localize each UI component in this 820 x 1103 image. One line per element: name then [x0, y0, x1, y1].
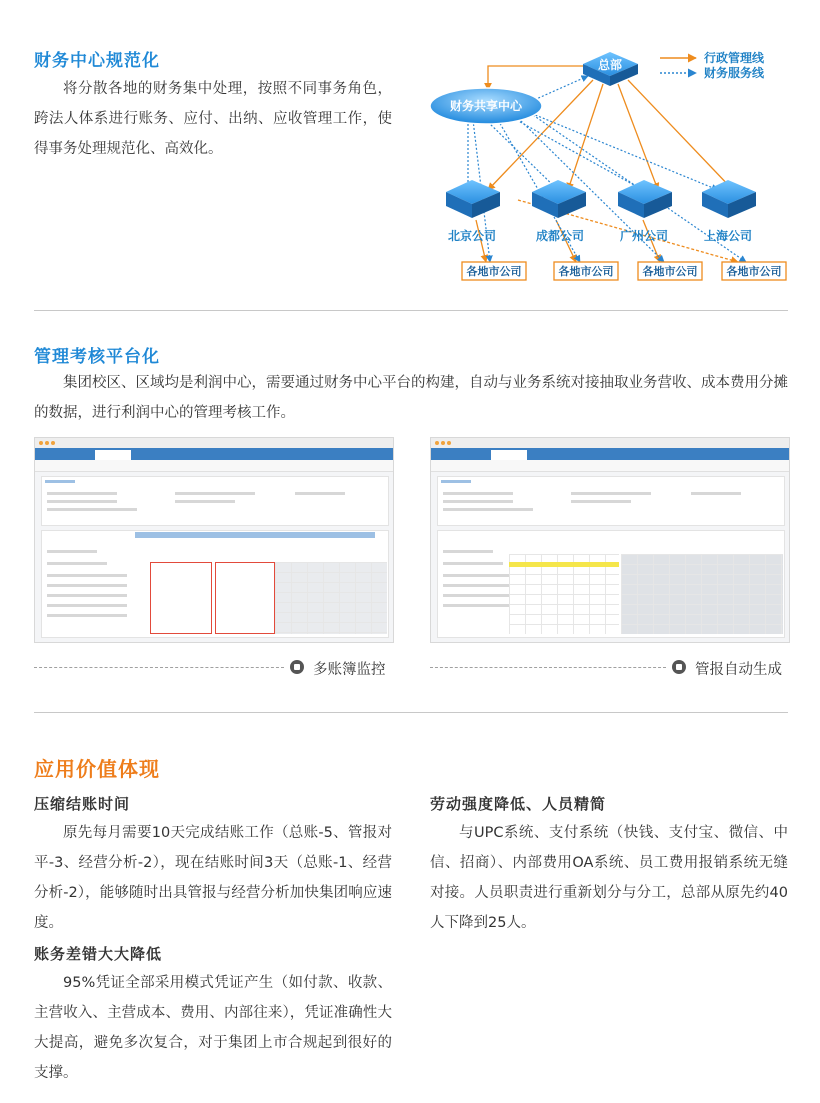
org-structure-diagram: [428, 40, 800, 290]
caption-management-report: 管报自动生成: [695, 662, 782, 678]
city-company-box: [638, 262, 702, 280]
section-text-management-platform: 集团校区、区域均是利润中心，需要通过财务中心平台的构建，自动与业务系统对接抽取业务营收、成本费用分摊的数据，进行利润中心的管理考核工作。: [34, 375, 788, 421]
branch-node-guangzhou: [618, 180, 672, 243]
caption-multi-ledger-monitor: 多账簿监控: [313, 662, 386, 678]
screenshot-multi-ledger-monitor: [34, 437, 394, 643]
svg-text:各地市公司: 各地市公司: [642, 265, 698, 278]
section-title-application-value: 应用价值体现: [34, 757, 160, 781]
city-company-box: [722, 262, 786, 280]
hq-label: 总部: [597, 58, 623, 72]
city-company-box: [462, 262, 526, 280]
value-text-error-reduction: 95%凭证全部采用模式凭证产生（如付款、收款、主营收入、主营成本、费用、内部往来），凭证准确性大大提高，避免多次复合，对于集团上市合规起到很好的支撑。: [34, 975, 392, 1081]
value-title-error-reduction: 账务差错大大降低: [34, 945, 163, 963]
section-title-management-platform: 管理考核平台化: [34, 347, 160, 367]
branch-label-beijing: 北京公司: [447, 229, 497, 243]
value-title-staff-reduction: 劳动强度降低、人员精简: [430, 795, 607, 813]
value-text-close-time: 原先每月需要10天完成结账工作（总账-5、管报对平-3、经营分析-2），现在结账时间3天（总账-1、经营分析-2），能够随时出具管报与经营分析加快集团响应速度。: [34, 825, 392, 931]
shared-center-label: 财务共享中心: [449, 99, 523, 113]
caption-dashed-line: [430, 667, 666, 668]
branch-node-shanghai: [702, 180, 756, 243]
section-title-finance-standardization: 财务中心规范化: [34, 51, 160, 71]
legend-admin-line: 行政管理线: [704, 51, 765, 65]
branch-label-chengdu: 成都公司: [535, 229, 585, 243]
legend-finance-line: 财务服务线: [704, 66, 765, 80]
branch-node-beijing: [446, 180, 500, 243]
section-divider: [34, 712, 788, 713]
section-text-finance-standardization: 将分散各地的财务集中处理，按照不同事务角色，跨法人体系进行账务、应付、出纳、应收管理工作，使得事务处理规范化、高效化。: [34, 81, 392, 157]
svg-text:各地市公司: 各地市公司: [726, 265, 782, 278]
value-text-staff-reduction: 与UPC系统、支付系统（快钱、支付宝、微信、中信、招商）、内部费用OA系统、员工费用报销系统无缝对接。人员职责进行重新划分与分工，总部从原先约40人下降到25人。: [430, 825, 788, 931]
screenshot-management-report: [430, 437, 790, 643]
diagram-legend: [660, 50, 765, 80]
caption-dashed-line: [34, 667, 284, 668]
value-title-close-time: 压缩结账时间: [34, 795, 131, 813]
section-divider: [34, 310, 788, 311]
svg-text:各地市公司: 各地市公司: [558, 265, 614, 278]
branch-label-shanghai: 上海公司: [703, 229, 753, 243]
branch-node-chengdu: [532, 180, 586, 243]
branch-label-guangzhou: 广州公司: [619, 229, 669, 243]
monitor-icon: [290, 660, 304, 674]
shared-center-node: [430, 88, 542, 124]
city-company-box: [554, 262, 618, 280]
report-icon: [672, 660, 686, 674]
svg-text:各地市公司: 各地市公司: [466, 265, 522, 278]
